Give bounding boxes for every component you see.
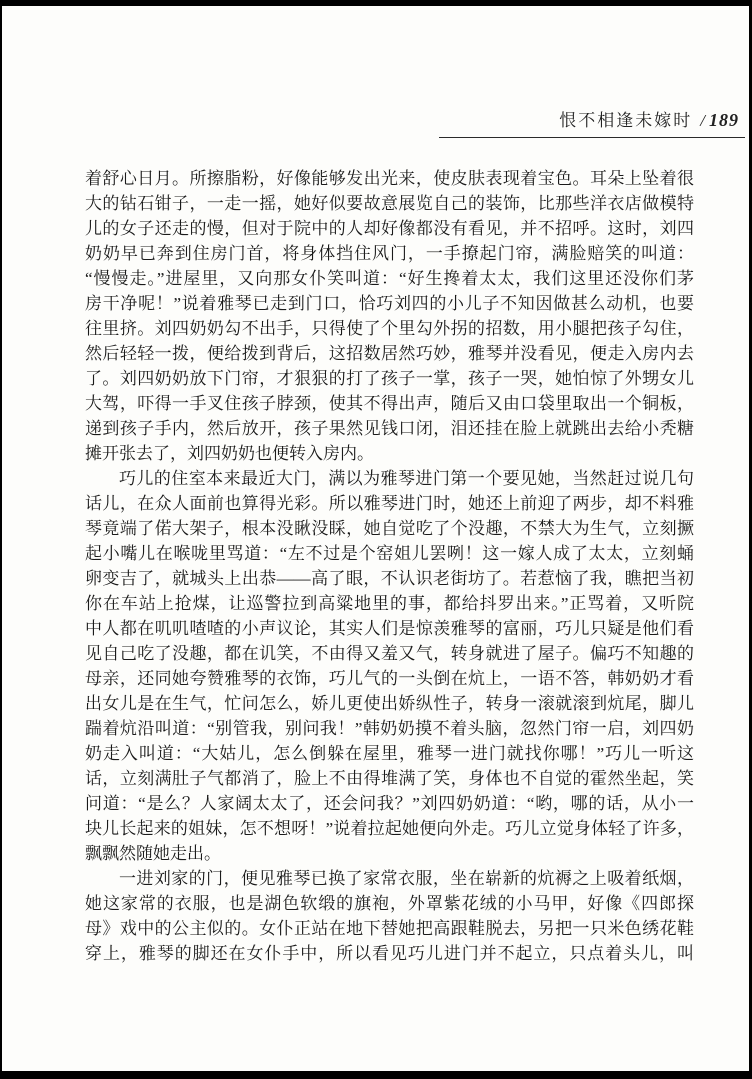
text-line: 问道：“是么？人家阔太太了，还会问我？”刘四奶奶道：“哟，哪的话，从小一 [85, 794, 694, 813]
text-line: 见自己吃了没趣，都在讥笑，不由得又羞又气，转身就进了屋子。偏巧不知趣的 [85, 644, 694, 663]
paragraph [85, 166, 694, 466]
text-column [85, 166, 694, 966]
text-line: 房干净呢！”说着雅琴已走到门口，恰巧刘四的小儿子不知因做甚么动机，也要 [85, 294, 694, 313]
text-line: 巧儿的住室本来最近大门，满以为雅琴进门第一个要见她，当然赶过说几句 [119, 469, 694, 488]
folio-separator: / [700, 111, 705, 130]
text-line: “慢慢走。”进屋里，又向那女仆笑叫道：“好生搀着太太，我们这里还没你们茅 [85, 269, 694, 288]
text-line: 奶奶早已奔到住房门首，将身体挡住风门，一手撩起门帘，满脸赔笑的叫道： [85, 244, 694, 263]
text-line: 穿上，雅琴的脚还在女仆手中，所以看见巧儿进门并不起立，只点着头儿，叫 [85, 944, 694, 963]
text-line: 出女儿是在生气，忙问怎么，娇儿更使出娇纵性子，转身一滚就滚到炕尾，脚儿 [85, 694, 694, 713]
chapter-title: 恨不相逢未嫁时 [559, 111, 693, 130]
text-line: 起小嘴儿在喉咙里骂道：“左不过是个窑姐儿罢咧！这一嫁人成了太太，立刻蛹 [85, 544, 694, 563]
text-line: 飘飘然随她走出。 [85, 844, 221, 863]
text-line: 块儿长起来的姐妹，怎不想呀！”说着拉起她便向外走。巧儿立觉身体轻了许多， [85, 819, 694, 838]
text-line: 话儿，在众人面前也算得光彩。所以雅琴进门时，她还上前迎了两步，却不料雅 [85, 494, 694, 513]
text-line: 了。刘四奶奶放下门帘，才狠狠的打了孩子一掌，孩子一哭，她怕惊了外甥女儿 [85, 369, 694, 388]
text-line: 递到孩子手内，然后放开，孩子果然见钱口闭，泪还挂在脸上就跳出去给小秃糖 [85, 419, 694, 438]
text-line: 卵变吉了，就城头上出恭——高了眼，不认识老街坊了。若惹恼了我，瞧把当初 [85, 569, 694, 588]
text-line: 往里挤。刘四奶奶勾不出手，只得使了个里勾外拐的招数，用小腿把孩子勾住， [85, 319, 694, 338]
text-line: 母》戏中的公主似的。女仆正站在地下替她把高跟鞋脱去，另把一只米色绣花鞋 [85, 919, 694, 938]
text-line: 你在车站上抢煤，让巡警拉到高粱地里的事，都给抖罗出来。”正骂着，又听院 [85, 594, 694, 613]
page-surface [2, 6, 749, 1071]
text-line: 儿的女子还走的慢，但对于院中的人却好像都没有看见，并不招呼。这时，刘四 [85, 219, 694, 238]
text-line: 奶走入叫道：“大姑儿，怎么倒躲在屋里，雅琴一进门就找你哪！”巧儿一听这 [85, 744, 694, 763]
text-line: 大驾，吓得一手叉住孩子脖颈，使其不得出声，随后又由口袋里取出一个铜板， [85, 394, 694, 413]
text-line: 踹着炕沿叫道：“别管我，别问我！”韩奶奶摸不着头脑，忽然门帘一启，刘四奶 [85, 719, 694, 738]
running-head [439, 106, 745, 138]
text-line: 她这家常的衣服，也是湖色软缎的旗袍，外罩紫花绒的小马甲，好像《四郎探 [85, 894, 694, 913]
text-line: 琴竟端了偌大架子，根本没瞅没睬，她自觉吃了个没趣，不禁大为生气，立刻撅 [85, 519, 694, 538]
text-line: 摊开张去了，刘四奶奶也便转入房内。 [85, 444, 374, 463]
text-line: 然后轻轻一拨，便给拨到背后，这招数居然巧妙，雅琴并没看见，便走入房内去 [85, 344, 694, 363]
text-line: 着舒心日月。所擦脂粉，好像能够发出光来，使皮肤表现着宝色。耳朵上坠着很 [85, 169, 694, 188]
paragraph [85, 466, 694, 866]
text-line: 中人都在叽叽喳喳的小声议论，其实人们是惊羡雅琴的富丽，巧儿只疑是他们看 [85, 619, 694, 638]
paragraph [85, 866, 694, 966]
text-line: 大的钻石钳子，一走一摇，她好似要故意展览自己的装饰，比那些洋衣店做模特 [85, 194, 694, 213]
text-line: 母亲，还同她夸赞雅琴的衣饰，巧儿气的一头倒在炕上，一语不答，韩奶奶才看 [85, 669, 694, 688]
page-number: 189 [709, 110, 739, 130]
text-line: 一进刘家的门，便见雅琴已换了家常衣服，坐在崭新的炕褥之上吸着纸烟， [119, 869, 694, 888]
text-line: 话，立刻满肚子气都消了，脸上不由得堆满了笑，身体也不自觉的霍然坐起，笑 [85, 769, 694, 788]
